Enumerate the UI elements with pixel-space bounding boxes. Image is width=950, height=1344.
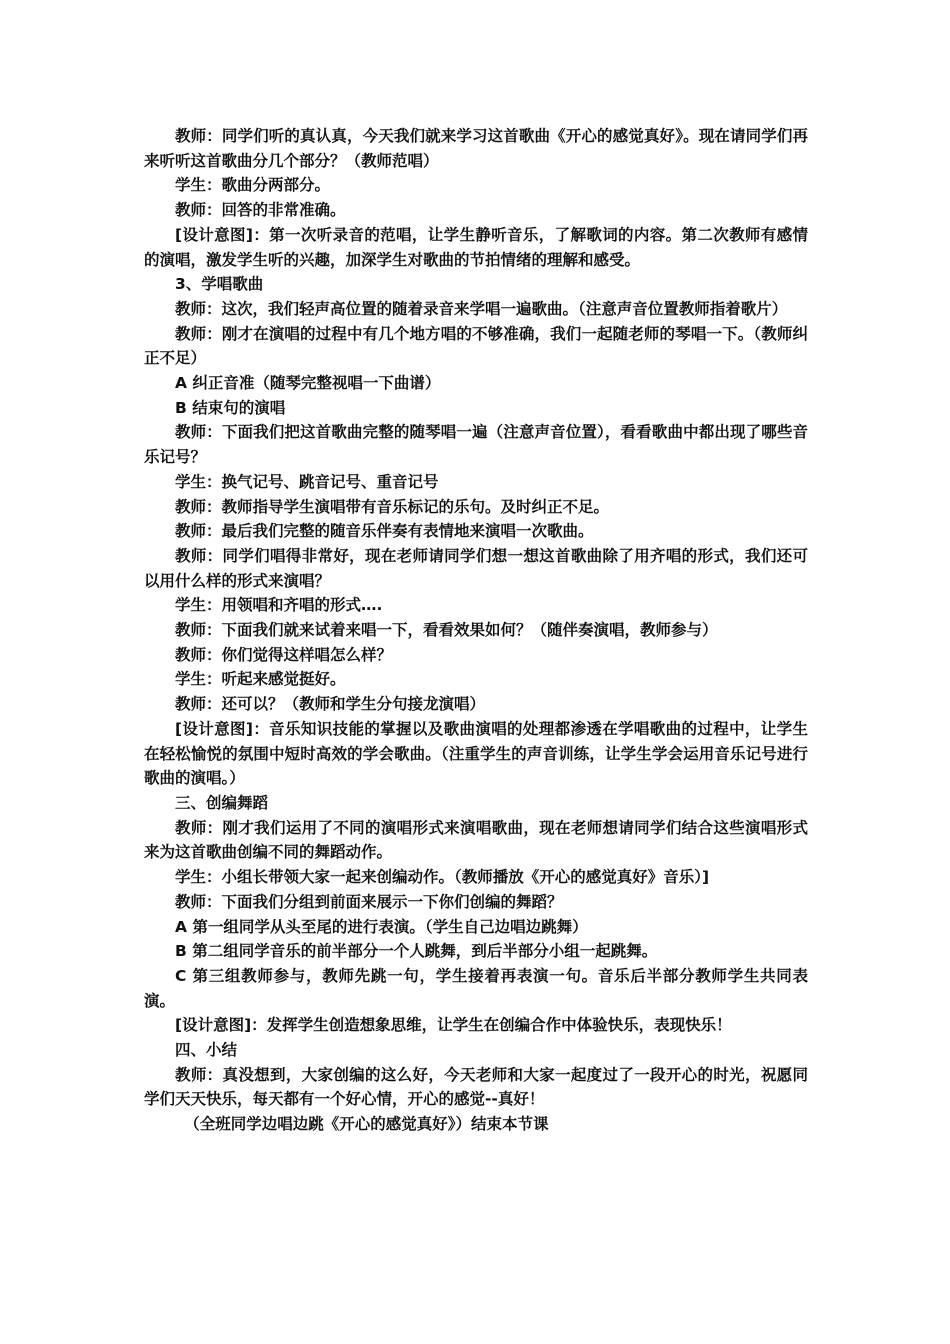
list-item: B 第二组同学音乐的前半部分一个人跳舞，到后半部分小组一起跳舞。 (175, 942, 658, 961)
list-item: C 第三组教师参与，教师先跳一句，学生接着再表演一句。音乐后半部分教师学生共同表演。 (144, 966, 808, 1010)
list-item: A 第一组同学从头至尾的进行表演。（学生自己边唱边跳舞） (175, 917, 588, 936)
closing-line: （全班同学边唱边跳《开心的感觉真好》）结束本节课 (184, 1115, 549, 1134)
design-intent-paragraph: [设计意图]：音乐知识技能的掌握以及歌曲演唱的处理都渗透在学唱歌曲的过程中，让学生在轻松愉悦的氛围中短时高效的学会歌曲。（注重学生的声音训练，让学生学会运用音乐记号进行歌曲的演唱。） (144, 719, 808, 788)
paragraph: 学生：听起来感觉挺好。 (175, 670, 346, 689)
paragraph: 学生：歌曲分两部分。 (175, 176, 331, 195)
paragraph: 教师：教师指导学生演唱带有音乐标记的乐句。及时纠正不足。 (175, 497, 610, 516)
paragraph: 教师：你们觉得这样唱怎么样？ (175, 645, 393, 664)
list-item: A 纠正音准（随琴完整视唱一下曲谱） (175, 374, 441, 393)
paragraph: 教师：下面我们分组到前面来展示一下你们创编的舞蹈？ (175, 892, 563, 911)
paragraph: 教师：最后我们完整的随音乐伴奏有表情地来演唱一次歌曲。 (175, 522, 594, 541)
design-intent-paragraph: [设计意图]：发挥学生创造想象思维，让学生在创编合作中体验快乐，表现快乐！ (175, 1016, 732, 1035)
design-intent-paragraph: [设计意图]：第一次听录音的范唱，让学生静听音乐，了解歌词的内容。第二次教师有感情的演唱，激发学生听的兴趣，加深学生对歌曲的节拍情绪的理解和感受。 (144, 225, 808, 269)
paragraph: 学生：换气记号、跳音记号、重音记号 (175, 472, 439, 491)
paragraph: 学生：小组长带领大家一起来创编动作。（教师播放《开心的感觉真好》音乐）] (175, 868, 710, 887)
paragraph: 教师：回答的非常准确。 (175, 201, 346, 220)
paragraph: 教师：下面我们就来试着来唱一下，看看效果如何？（随伴奏演唱，教师参与） (175, 621, 718, 640)
list-item: B 结束句的演唱 (175, 398, 286, 417)
paragraph: 学生：用领唱和齐唱的形式…. (175, 596, 383, 615)
paragraph: 教师：同学们听的真认真，今天我们就来学习这首歌曲《开心的感觉真好》。现在请同学们再来听听这首歌曲分几个部分？（教师范唱） (144, 127, 808, 170)
paragraph: 教师：刚才我们运用了不同的演唱形式来演唱歌曲，现在老师想请同学们结合这些演唱形式来为这首歌曲创编不同的舞蹈动作。 (144, 818, 808, 862)
paragraph: 教师：刚才在演唱的过程中有几个地方唱的不够准确，我们一起随老师的琴唱一下。（教师纠正不足） (144, 324, 808, 368)
section-heading: 四、小结 (175, 1041, 238, 1060)
paragraph: 教师：下面我们把这首歌曲完整的随琴唱一遍（注意声音位置），看看歌曲中都出现了哪些音乐记号？ (144, 423, 808, 467)
paragraph: 教师：同学们唱得非常好，现在老师请同学们想一想这首歌曲除了用齐唱的形式，我们还可以用什么样的形式来演唱？ (144, 546, 808, 590)
section-heading: 3、学唱歌曲 (175, 275, 264, 294)
lesson-plan-text (144, 124, 808, 1137)
paragraph: 教师：这次，我们轻声高位置的随着录音来学唱一遍歌曲。（注意声音位置教师指着歌片） (175, 299, 788, 318)
paragraph: 教师：还可以？（教师和学生分句接龙演唱） (175, 695, 486, 714)
paragraph: 教师：真没想到，大家创编的这么好，今天老师和大家一起度过了一段开心的时光，祝愿同学们天天快乐，每天都有一个好心情，开心的感觉--真好！ (144, 1065, 808, 1109)
section-heading: 三、创编舞蹈 (175, 793, 269, 812)
